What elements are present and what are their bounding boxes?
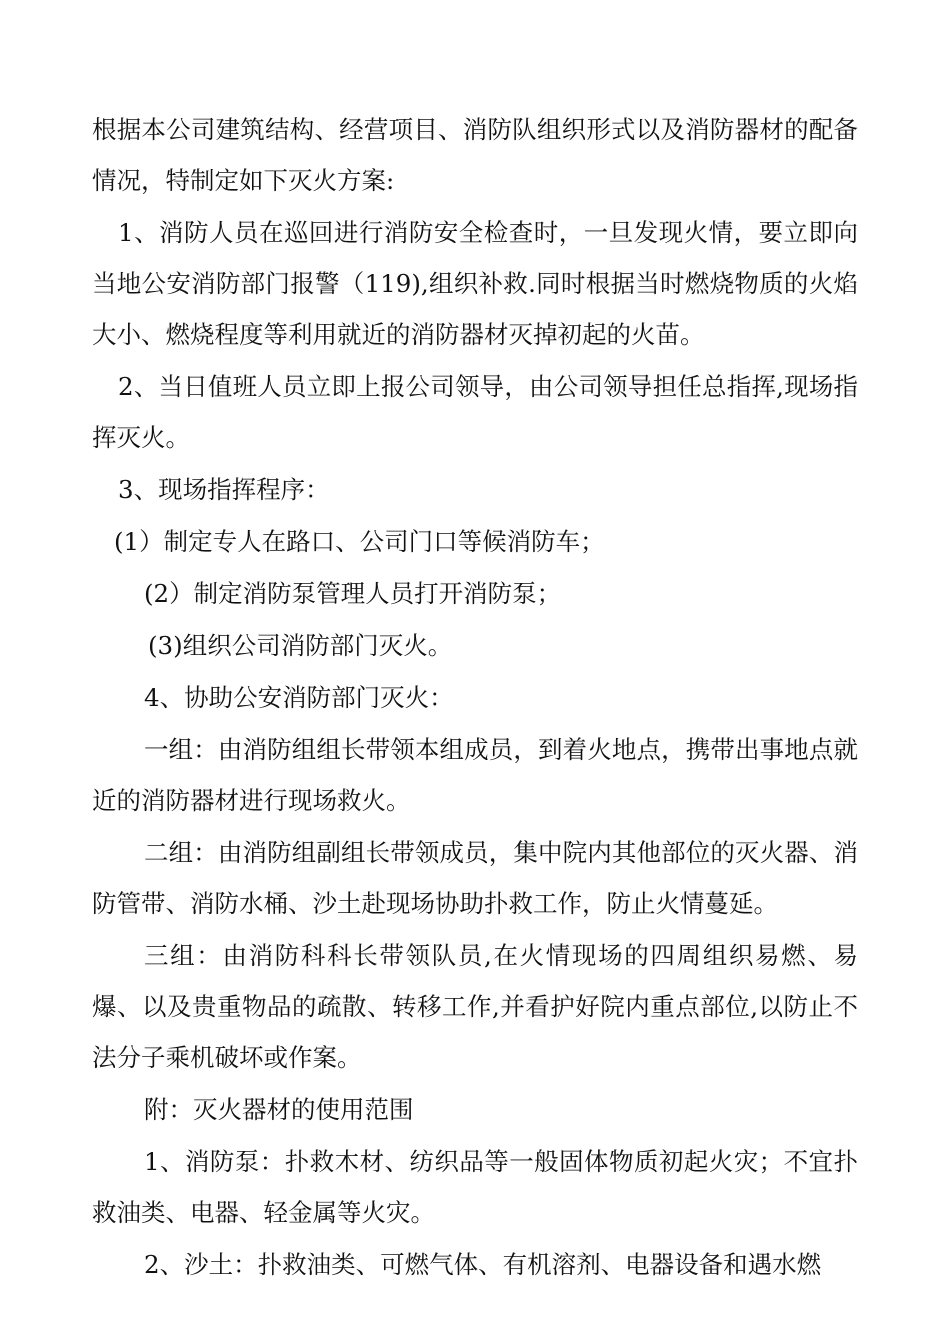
paragraph-step-3: 3、现场指挥程序：: [118, 475, 330, 504]
paragraph-equipment-2: 2、沙土：扑救油类、可燃气体、有机溶剂、电器设备和遇水燃: [144, 1250, 822, 1279]
paragraph-step-2: 2、当日值班人员立即上报公司领导，由公司领导担任总指挥,现场指挥灭火。: [92, 372, 858, 452]
paragraph-intro: 根据本公司建筑结构、经营项目、消防队组织形式以及消防器材的配备情况，特制定如下灭火方案:: [92, 115, 858, 195]
document-body: [92, 104, 858, 1291]
paragraph-group-1: 一组：由消防组组长带领本组成员，到着火地点，携带出事地点就近的消防器材进行现场救火。: [92, 735, 858, 815]
paragraph-appendix-title: 附：灭火器材的使用范围: [144, 1095, 414, 1124]
paragraph-equipment-1: 1、消防泵：扑救木材、纺织品等一般固体物质初起火灾；不宜扑救油类、电器、轻金属等火灾。: [92, 1147, 858, 1227]
paragraph-step-1: 1、消防人员在巡回进行消防安全检查时，一旦发现火情，要立即向当地公安消防部门报警（119),组织补救.同时根据当时燃烧物质的火焰大小、燃烧程度等利用就近的消防器材灭掉初起的火苗。: [92, 218, 858, 349]
paragraph-sub-1: (1）制定专人在路口、公司门口等候消防车；: [114, 527, 605, 556]
paragraph-sub-2: (2）制定消防泵管理人员打开消防泵；: [144, 579, 562, 608]
paragraph-group-2: 二组：由消防组副组长带领成员，集中院内其他部位的灭火器、消防管带、消防水桶、沙土赴现场协助扑救工作，防止火情蔓延。: [92, 838, 858, 918]
paragraph-step-4: 4、协助公安消防部门灭火：: [144, 683, 454, 712]
paragraph-sub-3: (3)组织公司消防部门灭火。: [148, 631, 453, 660]
paragraph-group-3: 三组：由消防科科长带领队员,在火情现场的四周组织易燃、易爆、以及贵重物品的疏散、转移工作,并看护好院内重点部位,以防止不法分子乘机破坏或作案。: [92, 941, 858, 1072]
